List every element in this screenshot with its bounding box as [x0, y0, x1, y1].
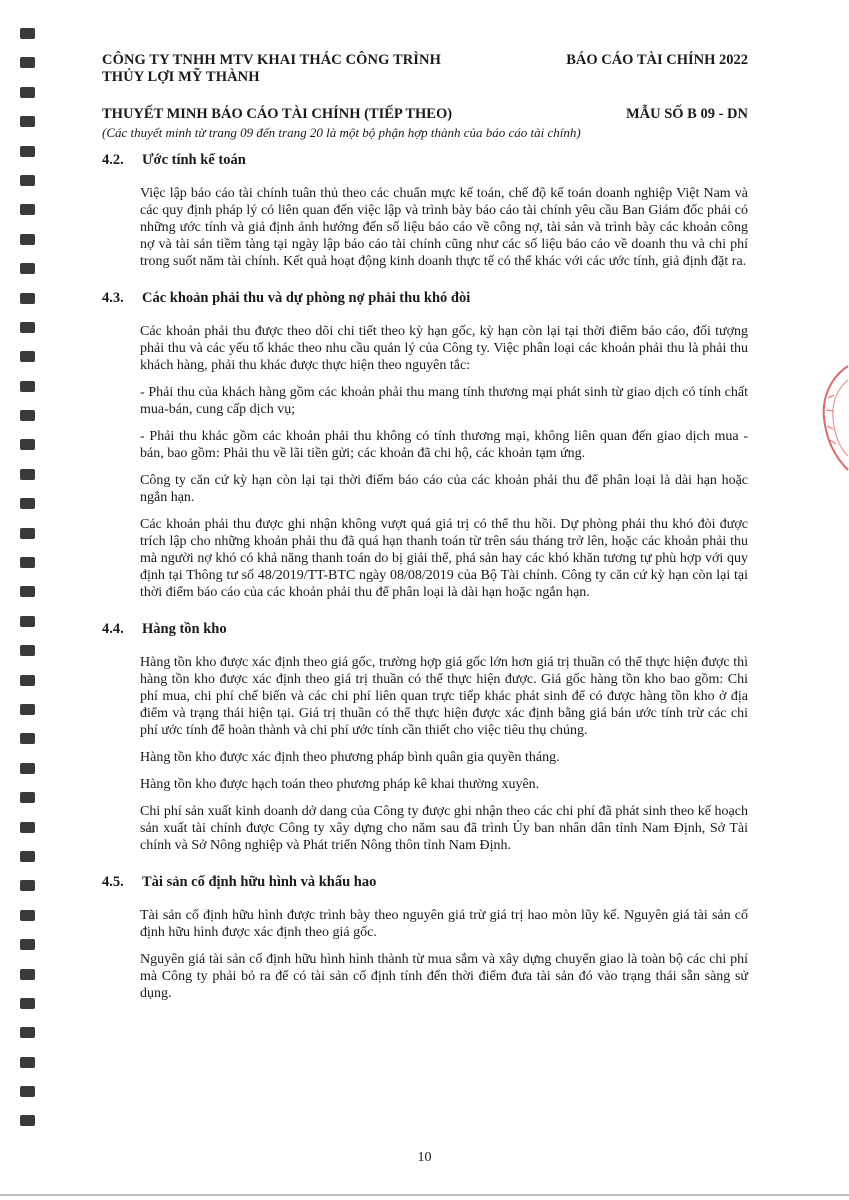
section [102, 152, 748, 270]
section-paragraph: Việc lập báo cáo tài chính tuân thủ theo các chuẩn mực kế toán, chế độ kế toán doanh nghiệp Việt Nam và các quy định pháp lý có liên quan đến việc lập và trình bày báo cáo tài chính yêu cầu Ban Giám đốc phải có những ước tính và giả định ảnh hưởng đến số liệu báo cáo về công nợ, tài sản và trình bày các khoản công nợ và tài sản tiềm tàng tại ngày lập báo cáo tài chính cũng như các số liệu báo cáo về doanh thu và chi phí trong suốt năm tài chính. Kết quả hoạt động kinh doanh thực tế có thể khác với các ước tính, giả định đặt ra. [140, 186, 748, 269]
binding-hole [20, 733, 35, 744]
binding-hole [20, 792, 35, 803]
section-heading [102, 621, 748, 638]
company-name-line2: THỦY LỢI MỸ THÀNH [102, 69, 260, 85]
binding-hole [20, 87, 35, 98]
section-number: 4.4. [102, 621, 124, 637]
section-heading [102, 152, 748, 169]
section [102, 621, 748, 854]
section-number: 4.5. [102, 874, 124, 890]
section-title: Hàng tồn kho [142, 621, 227, 637]
binding-hole [20, 880, 35, 891]
section-paragraph: Chi phí sản xuất kinh doanh dở dang của Công ty được ghi nhận theo các chi phí đã phát sinh theo kế hoạch sản xuất tài chính được Công ty xây dựng cho năm sau đã trình Ủy ban nhân dân tỉnh Nam Định, Sở Tài chính và Sở Nông nghiệp và Phát triển Nông thôn tỉnh Nam Định. [140, 804, 748, 853]
section-title: Ước tính kế toán [142, 152, 246, 168]
section-heading [102, 290, 748, 307]
binding-hole [20, 763, 35, 774]
section [102, 290, 748, 601]
section-paragraph: Các khoản phải thu được ghi nhận không vượt quá giá trị có thể thu hồi. Dự phòng phải thu khó đòi được trích lập cho những khoản phải thu đã quá hạn thanh toán từ trên sáu tháng trở lên, hoặc các khoản phải thu mà người nợ khó có khả năng thanh toán do bị giải thể, phá sản hay các khó khăn tương tự phù hợp với quy định tại Thông tư số 48/2019/TT-BTC ngày 08/08/2019 của Bộ Tài chính. Công ty căn cứ kỳ hạn còn lại tại thời điểm báo cáo của các khoản phải thu để phân loại là dài hạn hoặc ngắn hạn. [140, 517, 748, 600]
section-paragraph: Hàng tồn kho được xác định theo giá gốc, trường hợp giá gốc lớn hơn giá trị thuần có thể thực hiện được thì hàng tồn kho được xác định theo giá trị thuần có thể thực hiện được. Giá gốc hàng tồn kho bao gồm: Chi phí mua, chi phí chế biến và các chi phí liên quan trực tiếp khác phát sinh để có được hàng tồn kho ở địa điểm và trạng thái hiện tại. Giá trị thuần có thể thực hiện được xác định bằng giá bán ước tính trừ các chi phí ước tính để hoàn thành và chi phí ước tính cần thiết cho việc tiêu thụ chúng. [140, 655, 748, 738]
binding-hole [20, 851, 35, 862]
section-paragraph: Hàng tồn kho được xác định theo phương pháp bình quân gia quyền tháng. [140, 750, 560, 765]
form-code: MẪU SỐ B 09 - DN [625, 106, 748, 122]
binding-hole [20, 645, 35, 656]
binding-hole [20, 351, 35, 362]
company-name-line1: CÔNG TY TNHH MTV KHAI THÁC CÔNG TRÌNH [102, 52, 441, 68]
binding-hole [20, 146, 35, 157]
binding-hole [20, 439, 35, 450]
binding-hole [20, 822, 35, 833]
binding-hole [20, 969, 35, 980]
document-body [102, 152, 748, 1022]
section-paragraph: Hàng tồn kho được hạch toán theo phương pháp kê khai thường xuyên. [140, 777, 540, 792]
binding-hole [20, 1115, 35, 1126]
section-paragraph: - Phải thu của khách hàng gồm các khoản phải thu mang tính thương mại phát sinh từ giao dịch có tính chất mua-bán, cung cấp dịch vụ; [140, 385, 748, 417]
section-title: Các khoản phải thu và dự phòng nợ phải thu khó đòi [142, 290, 471, 306]
binding-hole [20, 498, 35, 509]
binding-hole [20, 263, 35, 274]
binding-hole [20, 204, 35, 215]
binding-hole [20, 586, 35, 597]
red-seal-stamp-fragment [808, 358, 849, 478]
binding-hole [20, 939, 35, 950]
page-bottom-edge [0, 1194, 849, 1196]
report-title: BÁO CÁO TÀI CHÍNH 2022 [566, 52, 748, 68]
section-number: 4.2. [102, 152, 124, 168]
section-paragraph: - Phải thu khác gồm các khoản phải thu không có tính thương mại, không liên quan đến giao dịch mua - bán, bao gồm: Phải thu về lãi tiền gửi; các khoản đã chi hộ, các khoản tạm ứng. [140, 429, 748, 461]
binding-hole [20, 998, 35, 1009]
binding-hole [20, 28, 35, 39]
binding-hole [20, 557, 35, 568]
binding-hole [20, 57, 35, 68]
section-number: 4.3. [102, 290, 124, 306]
binding-hole [20, 116, 35, 127]
binding-hole [20, 910, 35, 921]
header-note: (Các thuyết minh từ trang 09 đến trang 20 là một bộ phận hợp thành của báo cáo tài chính) [102, 125, 581, 140]
binding-hole [20, 1086, 35, 1097]
binding-hole [20, 704, 35, 715]
binding-hole [20, 675, 35, 686]
document-subtitle: THUYẾT MINH BÁO CÁO TÀI CHÍNH (TIẾP THEO) [102, 106, 453, 122]
section-paragraph: Tài sản cố định hữu hình được trình bày theo nguyên giá trừ giá trị hao mòn lũy kế. Nguyên giá tài sản cố định hữu hình được xác định theo giá gốc. [140, 908, 748, 940]
binding-hole [20, 234, 35, 245]
binding-hole [20, 293, 35, 304]
binding-hole [20, 381, 35, 392]
section-heading [102, 874, 748, 891]
section-paragraph: Công ty căn cứ kỳ hạn còn lại tại thời điểm báo cáo của các khoản phải thu để phân loại là dài hạn hoặc ngắn hạn. [140, 473, 748, 505]
page-number: 10 [417, 1150, 432, 1165]
binding-hole [20, 175, 35, 186]
section-title: Tài sản cố định hữu hình và khấu hao [142, 874, 377, 890]
section-paragraph: Các khoản phải thu được theo dõi chi tiết theo kỳ hạn gốc, kỳ hạn còn lại tại thời điểm báo cáo, đối tượng phải thu và các yếu tố khác theo nhu cầu quản lý của Công ty. Việc phân loại các khoản phải thu là phải thu khách hàng, phải thu khác được thực hiện theo nguyên tắc: [140, 324, 748, 373]
section [102, 874, 748, 1002]
binding-hole [20, 1057, 35, 1068]
binding-hole [20, 528, 35, 539]
company-name [102, 52, 441, 86]
binding-hole [20, 469, 35, 480]
binding-hole [20, 616, 35, 627]
binding-holes [20, 28, 36, 1145]
binding-hole [20, 410, 35, 421]
binding-hole [20, 322, 35, 333]
binding-hole [20, 1027, 35, 1038]
page-header [102, 52, 748, 141]
section-paragraph: Nguyên giá tài sản cố định hữu hình hình thành từ mua sắm và xây dựng chuyển giao là toàn bộ các chi phí mà Công ty phải bỏ ra để có tài sản cố định tính đến thời điểm đưa tài sản đó vào trạng thái sẵn sàng sử dụng. [140, 952, 748, 1001]
